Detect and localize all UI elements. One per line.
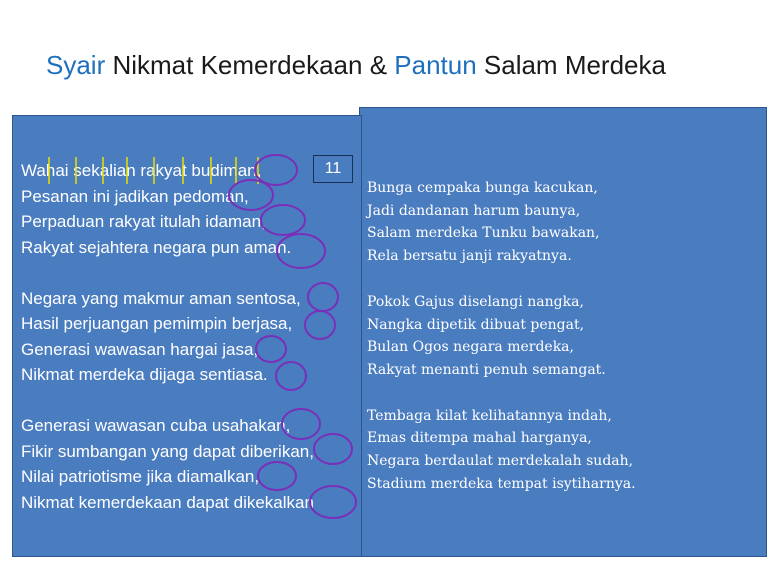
syair-line: Rakyat sejahtera negara pun aman.	[21, 237, 292, 257]
pantun-line: Emas ditempa mahal harganya,	[367, 430, 592, 447]
pantun-line: Tembaga kilat kelihatannya indah,	[367, 407, 612, 424]
syair-line: Wahai sekalian rakyat budiman,	[21, 161, 262, 180]
rhyme-circle	[314, 434, 352, 464]
pantun-line: Bunga cempaka bunga kacukan,	[367, 180, 598, 196]
rhyme-circle	[282, 409, 320, 439]
syair-line: Nikmat merdeka dijaga sentiasa.	[21, 365, 268, 384]
rhyme-circle	[310, 486, 356, 518]
pantun-line: Nangka dipetik dibuat pengat,	[367, 316, 585, 333]
pantun-line: Jadi dandanan harum baunya,	[367, 202, 581, 219]
syair-line: Generasi wawasan cuba usahakan,	[21, 416, 291, 435]
rhyme-circles	[229, 155, 356, 518]
title-pantun-name: Salam Merdeka	[476, 50, 666, 80]
rhyme-circle	[229, 180, 273, 210]
pantun-line: Rela bersatu janji rakyatnya.	[367, 248, 572, 265]
syair-line: Pesanan ini jadikan pedoman,	[21, 186, 249, 206]
syair-line: Perpaduan rakyat itulah idaman,	[21, 212, 266, 231]
rhyme-circle	[308, 283, 338, 311]
syair-line: Hasil perjuangan pemimpin berjasa,	[21, 314, 293, 333]
rhyme-circle	[305, 311, 335, 339]
syair-line: Nikmat kemerdekaan dapat dikekalkan	[21, 492, 314, 512]
pantun-line: Salam merdeka Tunku bawakan,	[367, 225, 600, 242]
title-syair-name: Nikmat Kemerdekaan &	[105, 50, 395, 80]
rhyme-circle	[255, 155, 297, 185]
pantun-line: Stadium merdeka tempat isytiharnya.	[367, 475, 636, 492]
syair-line: Negara yang makmur aman sentosa,	[21, 288, 301, 308]
rhyme-circle	[277, 234, 325, 268]
title-pantun: Pantun	[394, 50, 477, 80]
syair-line: Generasi wawasan hargai jasa,	[21, 339, 259, 359]
syair-line: Nilai patriotisme jika diamalkan,	[21, 467, 260, 486]
rhyme-circle	[276, 362, 306, 390]
pantun-line: Pokok Gajus diselangi nangka,	[367, 293, 584, 310]
rhyme-circle	[256, 336, 286, 362]
rhyme-circle	[261, 205, 305, 235]
pantun-line: Rakyat menanti penuh semangat.	[367, 361, 606, 378]
pantun-line: Negara berdaulat merdekalah sudah,	[367, 453, 634, 470]
syllable-count-badge: 11	[313, 155, 353, 183]
pantun-line: Bulan Ogos negara merdeka,	[367, 339, 574, 356]
syair-line: Fikir sumbangan yang dapat diberikan,	[21, 441, 314, 461]
rhyme-circle	[258, 462, 296, 490]
title-syair: Syair	[46, 50, 106, 80]
syllable-divider-lines	[49, 157, 258, 184]
